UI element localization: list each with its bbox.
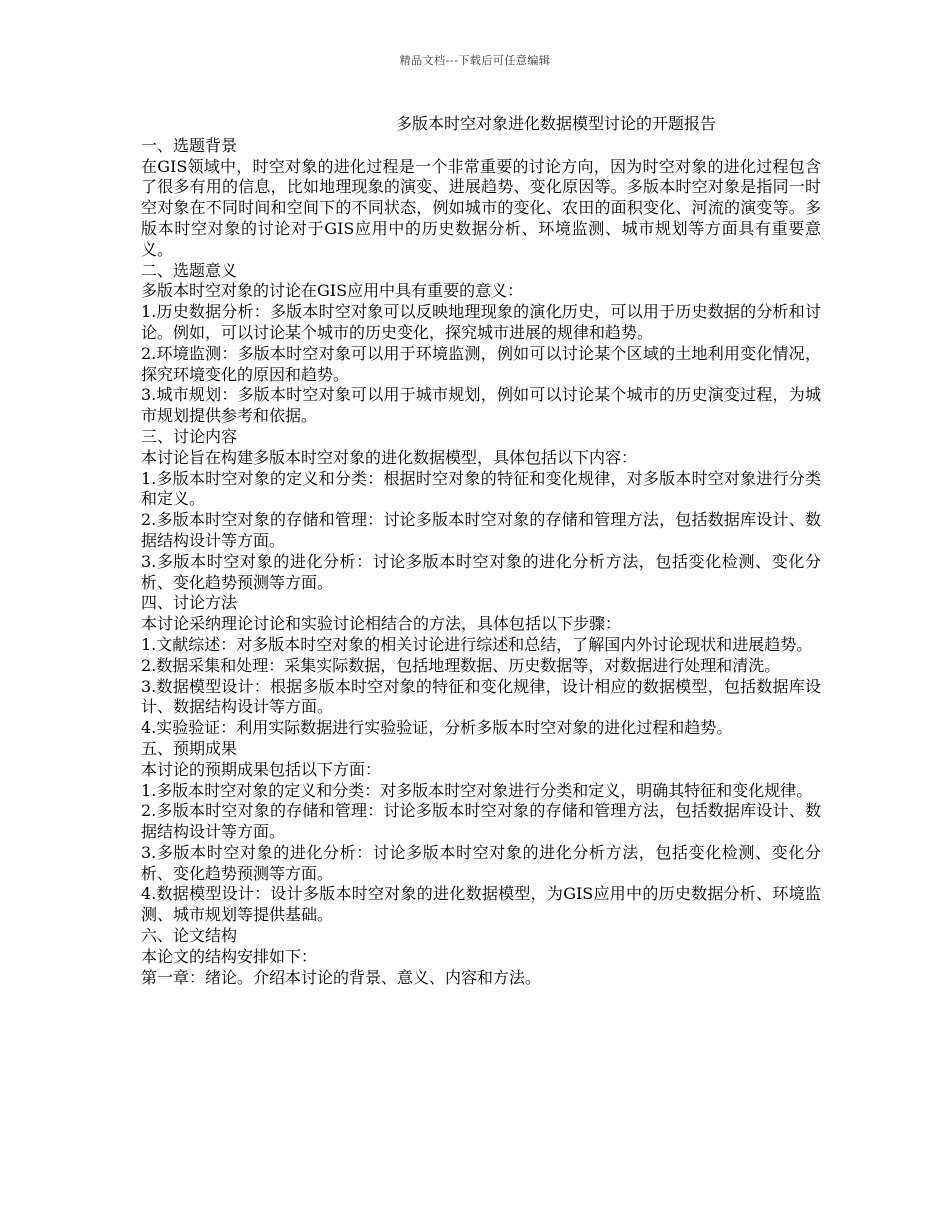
list-item: 3.多版本时空对象的进化分析：讨论多版本时空对象的进化分析方法，包括变化检测、变化分析、变化趋势预测等方面。	[141, 551, 821, 592]
paragraph: 本讨论的预期成果包括以下方面：	[141, 759, 382, 779]
list-item: 4.数据模型设计：设计多版本时空对象的进化数据模型，为GIS应用中的历史数据分析、环境监测、城市规划等提供基础。	[141, 884, 821, 925]
section-background	[141, 136, 821, 261]
paragraph: 多版本时空对象的讨论在GIS应用中具有重要的意义：	[141, 281, 524, 301]
list-item: 1.多版本时空对象的定义和分类：根据时空对象的特征和变化规律，对多版本时空对象进行分类和定义。	[141, 468, 821, 509]
section-content	[141, 427, 821, 593]
list-item: 3.多版本时空对象的进化分析：讨论多版本时空对象的进化分析方法，包括变化检测、变化分析、变化趋势预测等方面。	[141, 842, 821, 883]
section-heading: 六、论文结构	[141, 926, 238, 946]
paragraph: 本讨论采纳理论讨论和实验讨论相结合的方法，具体包括以下步骤：	[141, 614, 622, 634]
section-expected-results	[141, 739, 821, 926]
list-item: 2.多版本时空对象的存储和管理：讨论多版本时空对象的存储和管理方法，包括数据库设计、数据结构设计等方面。	[141, 801, 821, 842]
section-heading: 一、选题背景	[141, 135, 238, 155]
list-item: 4.实验验证：利用实际数据进行实验验证，分析多版本时空对象的进化过程和趋势。	[141, 718, 733, 738]
section-structure	[141, 926, 821, 988]
section-heading: 三、讨论内容	[141, 426, 238, 446]
document-body	[141, 114, 821, 988]
list-item: 1.多版本时空对象的定义和分类：对多版本时空对象进行分类和定义，明确其特征和变化规律。	[141, 780, 813, 800]
list-item: 2.环境监测：多版本时空对象可以用于环境监测，例如可以讨论某个区域的土地利用变化情况，探究环境变化的原因和趋势。	[141, 343, 821, 384]
section-methods	[141, 593, 821, 739]
paragraph: 第一章：绪论。介绍本讨论的背景、意义、内容和方法。	[141, 967, 542, 987]
list-item: 3.数据模型设计：根据多版本时空对象的特征和变化规律，设计相应的数据模型，包括数据库设计、数据结构设计等方面。	[141, 676, 821, 717]
list-item: 2.多版本时空对象的存储和管理：讨论多版本时空对象的存储和管理方法，包括数据库设计、数据结构设计等方面。	[141, 510, 821, 550]
page-header-watermark: 精品文档---下载后可任意编辑	[399, 54, 551, 67]
paragraph: 在GIS领域中，时空对象的进化过程是一个非常重要的讨论方向，因为时空对象的进化过程包含了很多有用的信息，比如地理现象的演变、进展趋势、变化原因等。多版本时空对象是指同一时空对象在不同时间和空间下的不同状态，例如城市的变化、农田的面积变化、河流的演变等。多版本时空对象的讨论对于GIS应用中的历史数据分析、环境监测、城市规划等方面具有重要意义。	[141, 156, 821, 259]
paragraph: 本论文的结构安排如下：	[141, 946, 318, 966]
list-item: 3.城市规划：多版本时空对象可以用于城市规划，例如可以讨论某个城市的历史演变过程，为城市规划提供参考和依据。	[141, 385, 821, 426]
section-heading: 四、讨论方法	[141, 593, 238, 613]
section-heading: 五、预期成果	[141, 738, 238, 758]
paragraph: 本讨论旨在构建多版本时空对象的进化数据模型，具体包括以下内容：	[141, 447, 638, 467]
section-significance	[141, 261, 821, 427]
list-item: 1.历史数据分析：多版本时空对象可以反映地理现象的演化历史，可以用于历史数据的分析和讨论。例如，可以讨论某个城市的历史变化，探究城市进展的规律和趋势。	[141, 302, 821, 342]
list-item: 2.数据采集和处理：采集实际数据，包括地理数据、历史数据等，对数据进行处理和清洗。	[141, 655, 781, 675]
section-heading: 二、选题意义	[141, 260, 238, 280]
list-item: 1.文献综述：对多版本时空对象的相关讨论进行综述和总结，了解国内外讨论现状和进展趋势。	[141, 634, 813, 654]
document-title: 多版本时空对象进化数据模型讨论的开题报告	[395, 114, 716, 133]
